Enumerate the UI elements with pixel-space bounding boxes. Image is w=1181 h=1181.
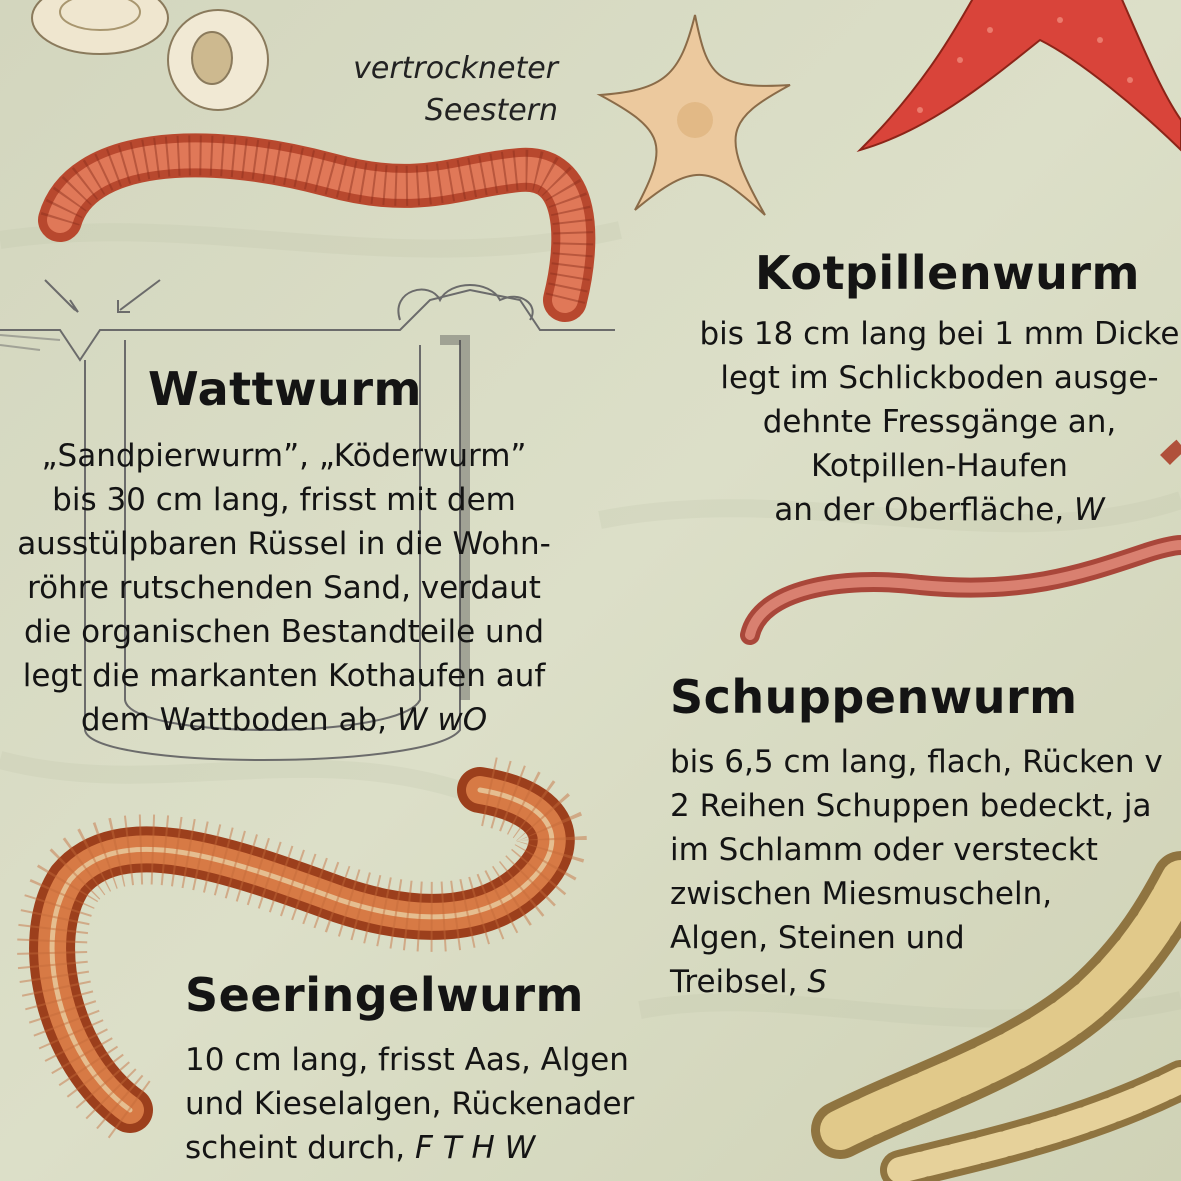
kotpillenwurm-title: Kotpillenwurm — [755, 246, 1140, 300]
wattwurm-line: ausstülpbaren Rüssel in die Wohn- — [17, 526, 551, 562]
schuppenwurm-description — [670, 740, 1163, 1004]
wattwurm-line: „Sandpierwurm”, „Köderwurm” — [41, 438, 527, 474]
schuppenwurm-line: Algen, Steinen und — [670, 920, 965, 956]
caption-line-2: Seestern — [424, 93, 558, 128]
kotpillenwurm-description — [664, 312, 1181, 532]
wattwurm-line: röhre rutschenden Sand, verdaut — [27, 570, 541, 606]
seeringelwurm-line: scheint durch, — [185, 1130, 406, 1166]
caption-line-1: vertrockneter — [353, 51, 558, 86]
wattwurm-line: legt die markanten Kothaufen auf — [22, 658, 546, 694]
wattwurm-line: bis 30 cm lang, frisst mit dem — [52, 482, 516, 518]
kotpillenwurm-line: an der Oberfläche, — [774, 492, 1065, 528]
red-starfish-illustration — [860, 0, 1181, 150]
kotpillenwurm-line: dehnte Fressgänge an, — [762, 404, 1117, 440]
schuppenwurm-title: Schuppenwurm — [670, 670, 1078, 724]
starfish-caption — [353, 48, 558, 132]
schuppenwurm-code: S — [807, 964, 828, 1000]
dried-starfish-illustration — [600, 15, 790, 215]
seeringelwurm-title: Seeringelwurm — [185, 968, 584, 1022]
wattwurm-line: die organischen Bestandteile und — [23, 614, 545, 650]
kotpillenwurm-code: W — [1074, 492, 1105, 528]
schuppenwurm-line: 2 Reihen Schuppen bedeckt, ja — [670, 788, 1152, 824]
schuppenwurm-line: bis 6,5 cm lang, flach, Rücken v — [670, 744, 1163, 780]
kotpillenwurm-line: legt im Schlickboden ausge- — [720, 360, 1159, 396]
schuppenwurm-line: im Schlamm oder versteckt — [670, 832, 1098, 868]
seeringelwurm-description — [185, 1038, 634, 1170]
schuppenwurm-line: zwischen Miesmuscheln, — [670, 876, 1053, 912]
seeringelwurm-code: F T H W — [414, 1130, 536, 1166]
kotpillenwurm-line: bis 18 cm lang bei 1 mm Dicke — [699, 316, 1180, 352]
wattwurm-title: Wattwurm — [148, 362, 422, 416]
lugworm-illustration — [60, 155, 573, 300]
wattwurm-description — [0, 434, 568, 742]
wattwurm-code: W wO — [396, 702, 488, 738]
shell-illustration — [32, 0, 268, 110]
seeringelwurm-line: 10 cm lang, frisst Aas, Algen — [185, 1042, 629, 1078]
wattwurm-line: dem Wattboden ab, — [80, 702, 388, 738]
seeringelwurm-line: und Kieselalgen, Rückenader — [185, 1086, 635, 1122]
kotpillenwurm-line: Kotpillen-Haufen — [811, 448, 1068, 484]
schuppenwurm-line: Treibsel, — [670, 964, 798, 1000]
